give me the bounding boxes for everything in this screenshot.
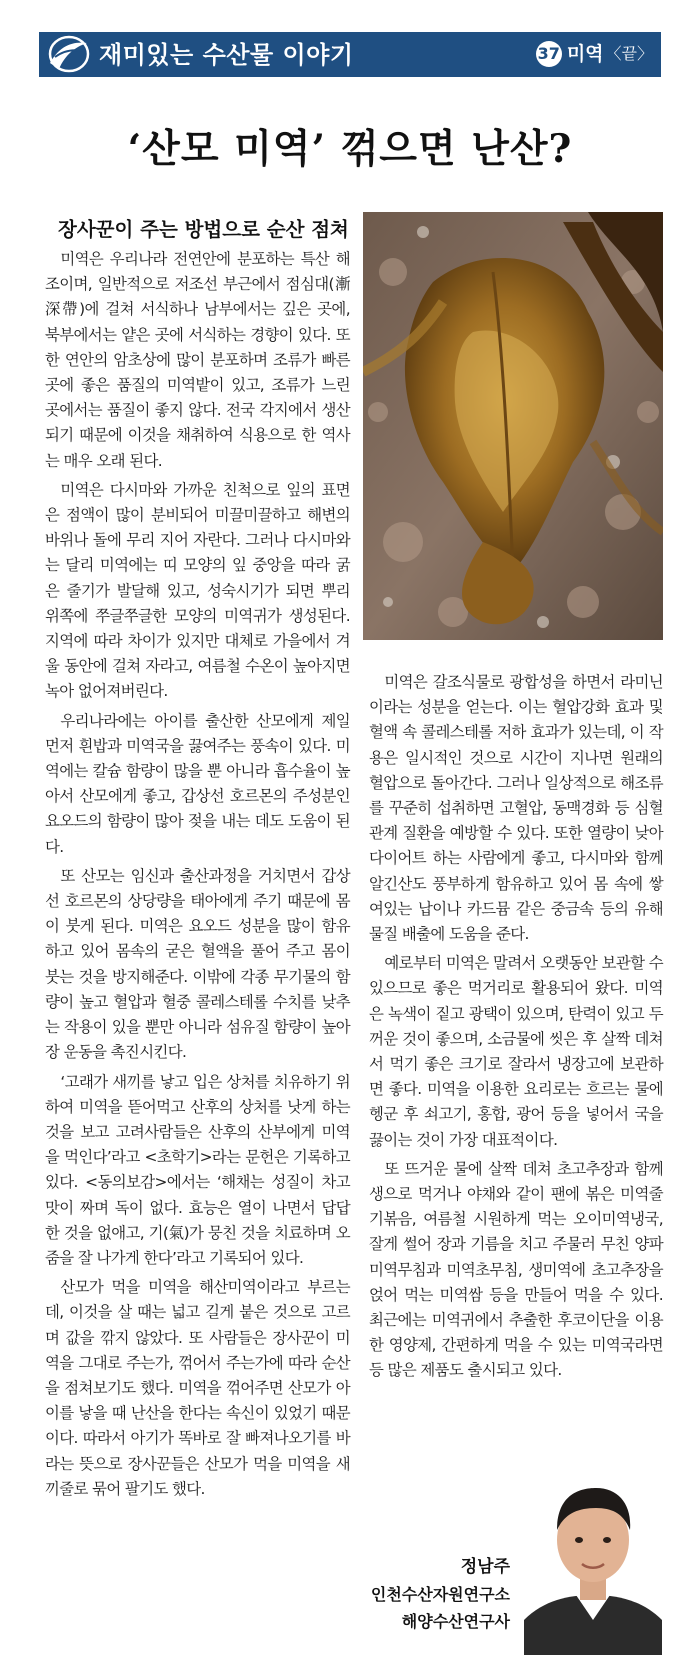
paragraph: 산모가 먹을 미역을 해산미역이라고 부르는데, 이것을 살 때는 넓고 길게 붙은 것으로 고르며 값을 깎지 않았다. 또 사람들은 장사꾼이 미역을 그대로 주는가, 꺾어서 주는가에 따라 순산을 점쳐보기도 했다. 미역을 꺾어주면 산모가 아이를 낳을 때 난산을 한다는 속신이 있었기 때문이다. 따라서 아기가 똑바로 잘 빠져나오기를 바라는 뜻으로 장사꾼들은 산모가 먹을 미역을 새끼줄로 묶어 팔기도 했다. <box>45 1278 350 1498</box>
episode-number: 37 <box>536 41 562 67</box>
author-byline <box>371 1554 510 1635</box>
author-portrait <box>524 1470 662 1655</box>
author-affiliation: 인천수산자원연구소 <box>370 1585 510 1604</box>
wave-logo-icon <box>45 33 91 75</box>
article-column-2 <box>369 670 663 1388</box>
paragraph: ‘고래가 새끼를 낳고 입은 상처를 치유하기 위하여 미역을 뜯어먹고 산후의 상처를 낫게 하는 것을 보고 고려사람들은 산후의 산부에게 미역을 먹인다’라고 <초학기>라는 문헌은 기록하고 있다. <동의보감>에서는 ‘해채는 성질이 차고 맛이 짜며 독이 없다. 효능은 열이 나면서 답답한 것을 없애고, 기(氣)가 뭉친 것을 치료하며 오줌을 잘 나가게 한다’라고 기록되어 있다. <box>45 1072 350 1267</box>
paragraph: 미역은 우리나라 전연안에 분포하는 특산 해조이며, 일반적으로 저조선 부근에서 점심대(漸深帶)에 걸쳐 서식하나 남부에서는 깊은 곳에, 북부에서는 얕은 곳에 서식하는 경향이 있다. 또한 연안의 암초상에 많이 분포하며 조류가 빠른 곳에 좋은 품질의 미역밭이 있고, 조류가 느린 곳에서는 품질이 좋지 않다. 전국 각지에서 생산되기 때문에 이것을 채취하여 식용으로 한 역사는 매우 오래 된다. <box>45 250 350 470</box>
series-title: 재미있는 수산물 이야기 <box>99 41 354 69</box>
headline: ‘산모 미역’ 꺾으면 난산? <box>127 126 573 172</box>
episode-end-mark: 〈끝〉 <box>605 44 653 63</box>
episode-subject: 미역 <box>566 43 604 65</box>
paragraph: 미역은 갈조식물로 광합성을 하면서 라미닌이라는 성분을 얻는다. 이는 혈압강화 효과 및 혈액 속 콜레스테롤 저하 효과가 있는데, 이 작용은 일시적인 것으로 시간이 지나면 원래의 혈압으로 돌아간다. 그러나 일상적으로 해조류를 꾸준히 섭취하면 고혈압, 동맥경화 등 심혈관계 질환을 예방할 수 있다. 또한 열량이 낮아 다이어트 하는 사람에게 좋고, 다시마와 함께 알긴산도 풍부하게 함유하고 있어 몸 속에 쌓여있는 납이나 카드뮴 같은 중금속 등의 유해 물질 배출에 도움을 준다. <box>369 673 663 944</box>
paragraph: 미역은 다시마와 가까운 친척으로 잎의 표면은 점액이 많이 분비되어 미끌미끌하고 해변의 바위나 돌에 무리 지어 자란다. 그러나 다시마와는 달리 미역에는 띠 모양의 잎 중앙을 따라 굵은 줄기가 발달해 있고, 성숙시기가 되면 뿌리 위쪽에 쭈글쭈글한 모양의 미역귀가 생성된다. 지역에 따라 차이가 있지만 대체로 가을에서 겨울 동안에 걸쳐 자라고, 여름철 수온이 높아지면 녹아 없어져버린다. <box>45 480 350 701</box>
seaweed-image <box>363 212 663 640</box>
episode-label <box>536 41 653 67</box>
seaweed-photo <box>363 212 663 640</box>
author-name: 정남주 <box>460 1557 510 1577</box>
paragraph: 또 뜨거운 물에 살짝 데쳐 초고추장과 함께 생으로 먹거나 야채와 같이 팬에 볶은 미역줄기볶음, 여름철 시원하게 먹는 오이미역냉국, 잘게 썰어 장과 기름을 치고 주물러 무친 양파미역무침과 미역초무침, 생미역에 초고추장을 얹어 먹는 미역쌈 등을 만들어 먹을 수 있다. 최근에는 미역귀에서 추출한 후코이단을 이용한 영양제, 간편하게 먹을 수 있는 미역국라면 등 많은 제품도 출시되고 있다. <box>369 1159 663 1380</box>
subheadline: 장사꾼이 주는 방법으로 순산 점쳐 <box>58 218 349 241</box>
paragraph: 또 산모는 임신과 출산과정을 거치면서 갑상선 호르몬의 상당량을 태아에게 주기 때문에 몸이 붓게 된다. 미역은 요오드 성분을 많이 함유하고 있어 몸속의 굳은 혈액을 풀어 주고 몸이 붓는 것을 방지해준다. 이밖에 각종 무기물의 함량이 높고 혈압과 혈중 콜레스테롤 수치를 낮추는 작용이 있을 뿐만 아니라 섬유질 함량이 높아 장 운동을 촉진시킨다. <box>45 866 350 1062</box>
article-column-1 <box>45 247 350 1506</box>
paragraph: 예로부터 미역은 말려서 오랫동안 보관할 수 있으므로 좋은 먹거리로 활용되어 왔다. 미역은 녹색이 짙고 광택이 있으며, 탄력이 있고 두꺼운 것이 좋으며, 소금물에 씻은 후 살짝 데쳐서 먹기 좋은 크기로 잘라서 냉장고에 보관하면 좋다. 미역을 이용한 요리로는 흐르는 물에 헹군 후 쇠고기, 홍합, 광어 등을 넣어서 국을 끓이는 것이 가장 대표적이다. <box>369 954 663 1149</box>
series-banner <box>39 32 661 77</box>
author-position: 해양수산연구사 <box>401 1612 510 1631</box>
author-photo <box>524 1470 662 1655</box>
paragraph: 우리나라에는 아이를 출산한 산모에게 제일 먼저 흰밥과 미역국을 끓여주는 풍속이 있다. 미역에는 칼슘 함량이 많을 뿐 아니라 흡수율이 높아서 산모에게 좋고, 갑상선 호르몬의 주성분인 요오드의 함량이 많아 젖을 내는 데도 도움이 된다. <box>45 711 350 856</box>
